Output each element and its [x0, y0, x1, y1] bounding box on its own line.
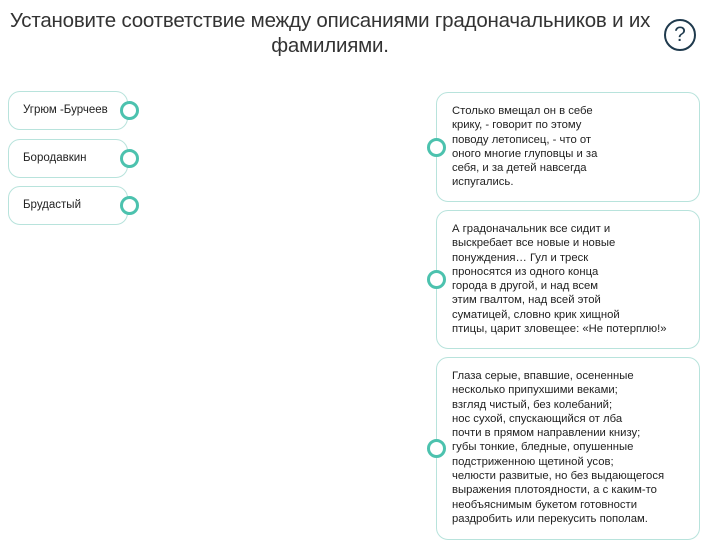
help-button[interactable] — [664, 19, 696, 51]
left-connector-3[interactable] — [120, 196, 139, 215]
question-title: Установите соответствие между описаниями градоначальников и их фамилиями. — [9, 9, 651, 57]
right-item-3[interactable]: Глаза серые, впавшие, осененные несколько припухшими веками; взгляд чистый, без колебаний; нос сухой, спускающийся от лба почти в прямом направлении книзу; губы тонкие, бледные, опушенные подстриженною щетиной усов; челюсти развитые, но без выдающегося выражения плотоядности, а с каким-то необъяснимым букетом готовности раздробить или перекусить пополам. — [436, 357, 700, 540]
right-item-2[interactable]: А градоначальник все сидит и выскребает все новые и новые понуждения… Гул и треск проносятся из одного конца города в другой, и над всем этим гвалтом, над всей этой суматицей, словно крик хищной птицы, царит зловещее: «Не потерплю!» — [436, 210, 700, 349]
left-item-2[interactable]: Бородавкин — [8, 139, 128, 178]
right-item-1[interactable]: Столько вмещал он в себе крику, - говорит по этому поводу летописец, - что от оного многие глуповцы и за себя, и за детей навсегда испугались. — [436, 92, 700, 202]
question-mark-icon: ? — [674, 23, 686, 46]
left-item-1[interactable]: Угрюм -Бурчеев — [8, 91, 128, 130]
left-item-3[interactable]: Брудастый — [8, 186, 128, 225]
right-connector-3[interactable] — [427, 439, 446, 458]
left-connector-2[interactable] — [120, 149, 139, 168]
right-connector-2[interactable] — [427, 270, 446, 289]
left-connector-1[interactable] — [120, 101, 139, 120]
right-connector-1[interactable] — [427, 138, 446, 157]
